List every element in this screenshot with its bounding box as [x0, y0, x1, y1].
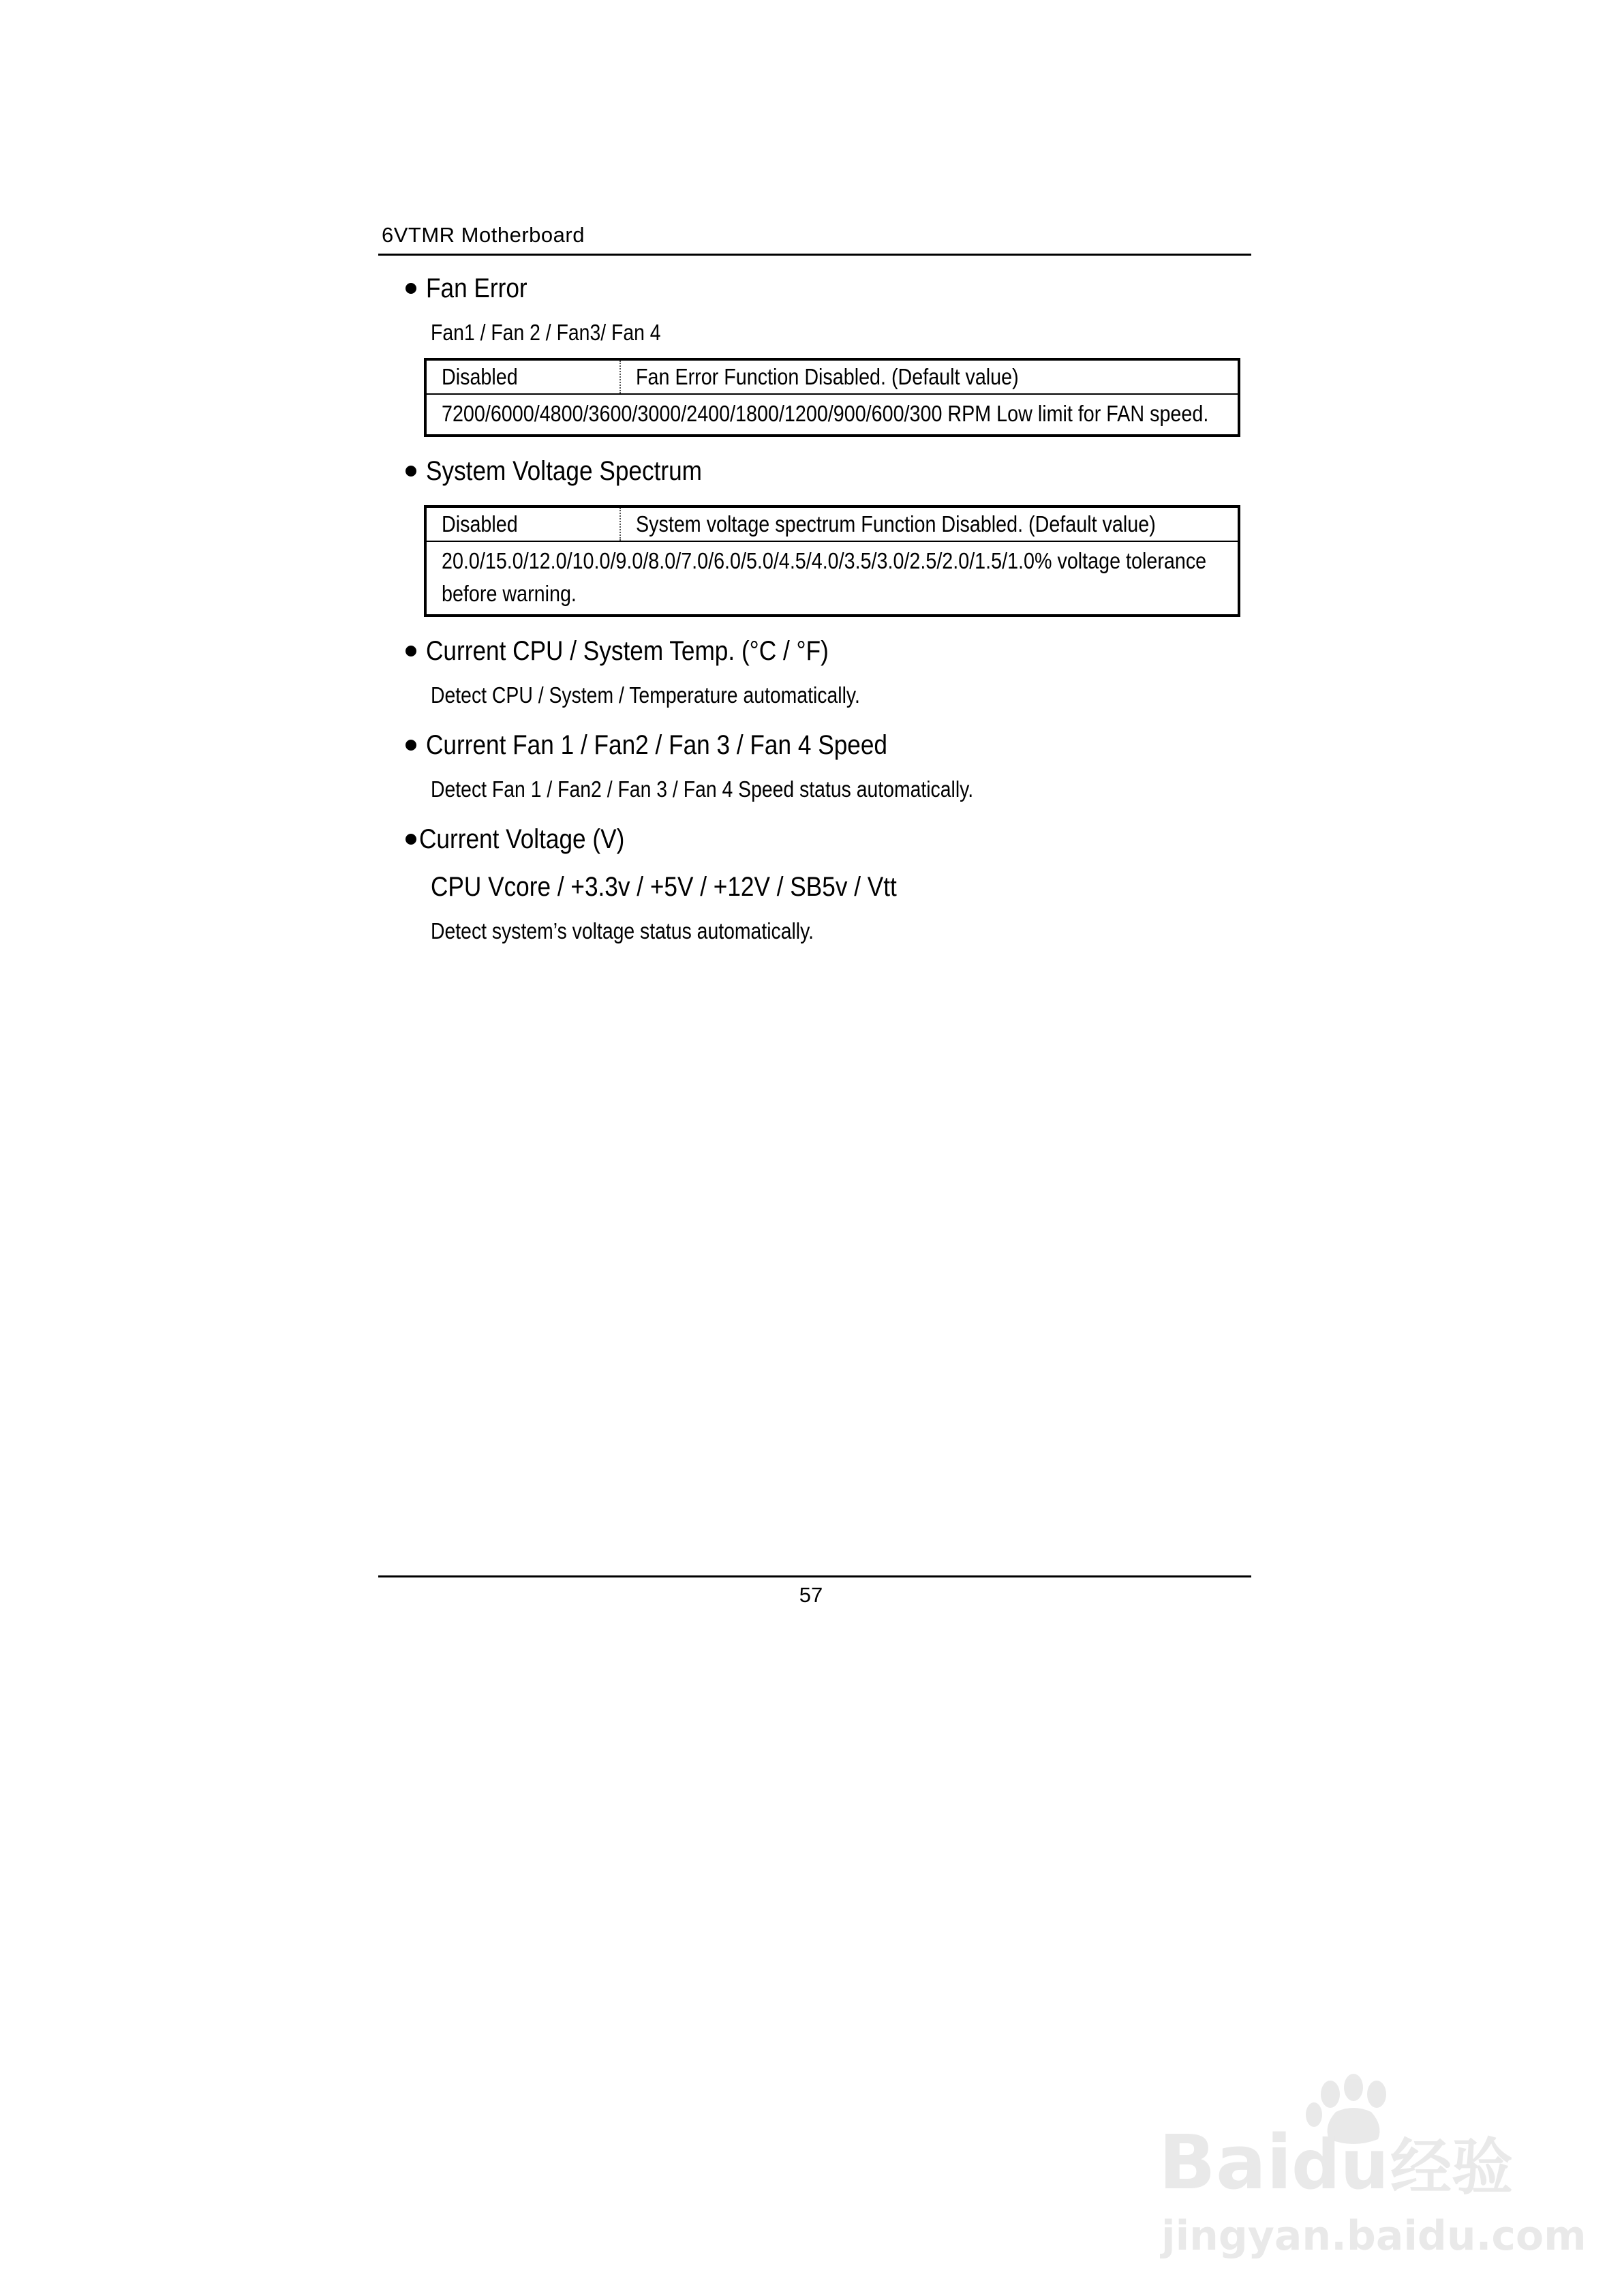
section-heading-fan-speed: Current Fan 1 / Fan2 / Fan 3 / Fan 4 Speed	[406, 726, 1251, 764]
bullet-icon	[406, 834, 416, 845]
svg-text:du: du	[1291, 2125, 1389, 2205]
option-key-cell: Disabled	[427, 361, 621, 393]
section-heading-temperature: Current CPU / System Temp. (°C / °F)	[406, 632, 1251, 670]
fan-error-options-table	[424, 358, 1240, 437]
fan-list-subtitle: Fan1 / Fan 2 / Fan3/ Fan 4	[431, 320, 661, 345]
voltage-list-subtitle: CPU Vcore / +3.3v / +5V / +12V / SB5v / Vtt	[431, 872, 897, 902]
section-heading-fan-error: Fan Error	[406, 269, 1251, 307]
svg-text:jingyan.baidu.com: jingyan.baidu.com	[1161, 2212, 1587, 2260]
header-rule	[378, 254, 1251, 256]
bullet-icon	[406, 283, 416, 294]
page-number: 57	[799, 1583, 823, 1607]
table-row	[427, 508, 1238, 542]
footer-rule	[378, 1575, 1251, 1577]
option-desc-cell: Fan Error Function Disabled. (Default value)	[636, 364, 1019, 389]
voltage-description: Detect system’s voltage status automatically.	[431, 918, 814, 943]
fan-speed-description: Detect Fan 1 / Fan2 / Fan 3 / Fan 4 Speed status automatically.	[431, 776, 974, 802]
svg-text:Bai: Bai	[1159, 2119, 1292, 2206]
page-content	[406, 269, 1251, 947]
table-row	[427, 361, 1238, 395]
section-heading-current-voltage: Current Voltage (V)	[406, 820, 1251, 858]
option-note-cell: 7200/6000/4800/3600/3000/2400/1800/1200/900/600/300 RPM Low limit for FAN speed.	[442, 401, 1209, 426]
baidu-jingyan-watermark-logo	[1152, 2059, 1587, 2263]
option-desc-cell: System voltage spectrum Function Disabled. (Default value)	[636, 511, 1156, 537]
section-heading-voltage-spectrum: System Voltage Spectrum	[406, 452, 1251, 490]
bullet-icon	[406, 740, 416, 751]
running-header: 6VTMR Motherboard	[382, 223, 585, 247]
svg-text:经验: 经验	[1390, 2132, 1513, 2203]
option-key-cell: Disabled	[427, 508, 621, 541]
bullet-icon	[406, 646, 416, 656]
option-note-cell: 20.0/15.0/12.0/10.0/9.0/8.0/7.0/6.0/5.0/4.5/4.0/3.5/3.0/2.5/2.0/1.5/1.0% voltage tolerance before warning.	[442, 548, 1207, 606]
temperature-description: Detect CPU / System / Temperature automatically.	[431, 682, 860, 708]
voltage-spectrum-options-table	[424, 505, 1240, 617]
bullet-icon	[406, 466, 416, 477]
